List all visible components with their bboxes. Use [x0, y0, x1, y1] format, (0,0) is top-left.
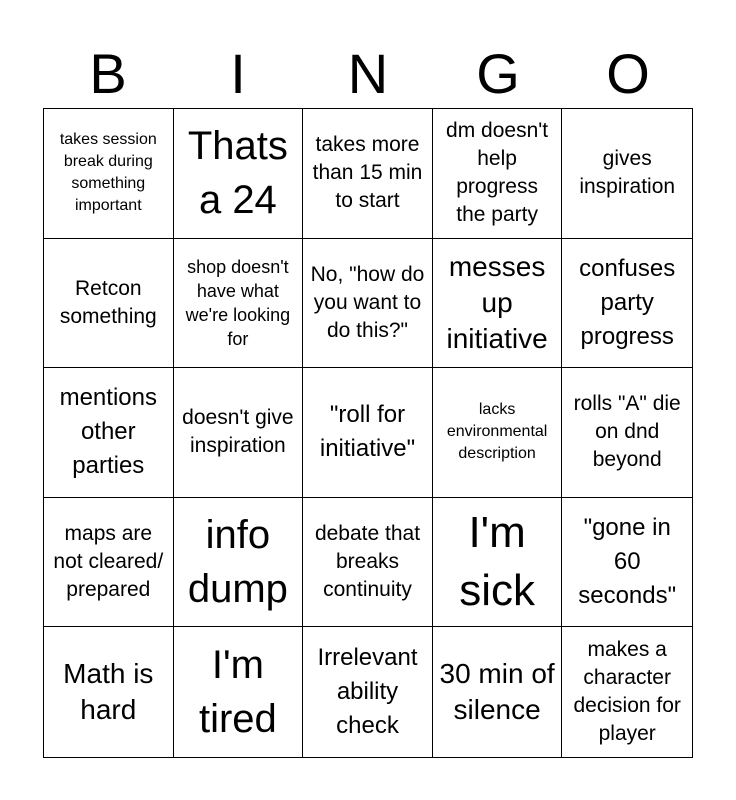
bingo-cell[interactable]: [433, 368, 563, 498]
bingo-cell[interactable]: [303, 368, 433, 498]
bingo-cell[interactable]: [562, 368, 692, 498]
bingo-cell-text: No, "how do you want to do this?": [310, 262, 425, 342]
bingo-cell[interactable]: [303, 498, 433, 628]
bingo-cell[interactable]: [174, 627, 304, 757]
header-letter-i: I: [230, 42, 246, 105]
bingo-cell[interactable]: [433, 498, 563, 628]
bingo-cell-text: Retcon something: [59, 276, 157, 328]
bingo-cell-text: rolls "A" die on dnd beyond: [573, 392, 681, 472]
bingo-cell[interactable]: [303, 239, 433, 369]
bingo-cell-text: dm doesn't help progress the party: [446, 119, 549, 227]
bingo-cell-text: "roll for initiative": [319, 401, 416, 463]
bingo-cell[interactable]: [174, 239, 304, 369]
bingo-cell[interactable]: [433, 109, 563, 239]
header-letter-o: O: [606, 42, 650, 105]
bingo-cell-text: Thats a 24: [187, 124, 288, 223]
bingo-cell-text: confuses party progress: [579, 254, 676, 350]
bingo-cell-text: I'm sick: [459, 508, 535, 616]
bingo-cell-text: messes up initiative: [446, 250, 548, 354]
bingo-cell-text: Math is hard: [63, 658, 154, 726]
bingo-cell[interactable]: [433, 239, 563, 369]
bingo-cell[interactable]: [44, 498, 174, 628]
bingo-cell-text: 30 min of silence: [439, 658, 555, 726]
bingo-cell[interactable]: [562, 239, 692, 369]
bingo-cell-text: takes more than 15 min to start: [312, 133, 423, 213]
bingo-cell[interactable]: [562, 498, 692, 628]
bingo-cell-text: lacks environmental description: [446, 401, 548, 463]
header-letter-b: B: [89, 42, 127, 105]
header-letter-n: N: [347, 42, 389, 105]
bingo-cell-text: shop doesn't have what we're looking for: [185, 256, 291, 349]
bingo-cell[interactable]: [303, 109, 433, 239]
bingo-cell[interactable]: [562, 627, 692, 757]
bingo-cell[interactable]: [174, 368, 304, 498]
bingo-cell-text: mentions other parties: [59, 384, 157, 480]
bingo-cell-text: Irrelevant ability check: [317, 644, 418, 740]
bingo-cell[interactable]: [433, 627, 563, 757]
bingo-cell-text: takes session break during something important: [59, 131, 157, 215]
bingo-cell-text: doesn't give inspiration: [182, 406, 294, 458]
bingo-cell[interactable]: [44, 109, 174, 239]
bingo-cell-text: makes a character decision for player: [573, 638, 681, 746]
bingo-cell-text: debate that breaks continuity: [314, 522, 421, 602]
bingo-cell-text: gives inspiration: [579, 147, 676, 199]
bingo-cell[interactable]: [562, 109, 692, 239]
header-letter-g: G: [476, 42, 520, 105]
bingo-cell[interactable]: [174, 109, 304, 239]
bingo-board: [43, 108, 693, 758]
bingo-cell-text: maps are not cleared/ prepared: [53, 522, 164, 602]
bingo-cell-text: I'm tired: [198, 643, 277, 742]
bingo-cell[interactable]: [44, 368, 174, 498]
bingo-cell[interactable]: [44, 627, 174, 757]
bingo-cell[interactable]: [303, 627, 433, 757]
bingo-cell-text: "gone in 60 seconds": [578, 514, 677, 610]
bingo-header: [43, 40, 693, 108]
bingo-cell[interactable]: [174, 498, 304, 628]
bingo-cell-text: info dump: [187, 513, 288, 612]
bingo-cell[interactable]: [44, 239, 174, 369]
